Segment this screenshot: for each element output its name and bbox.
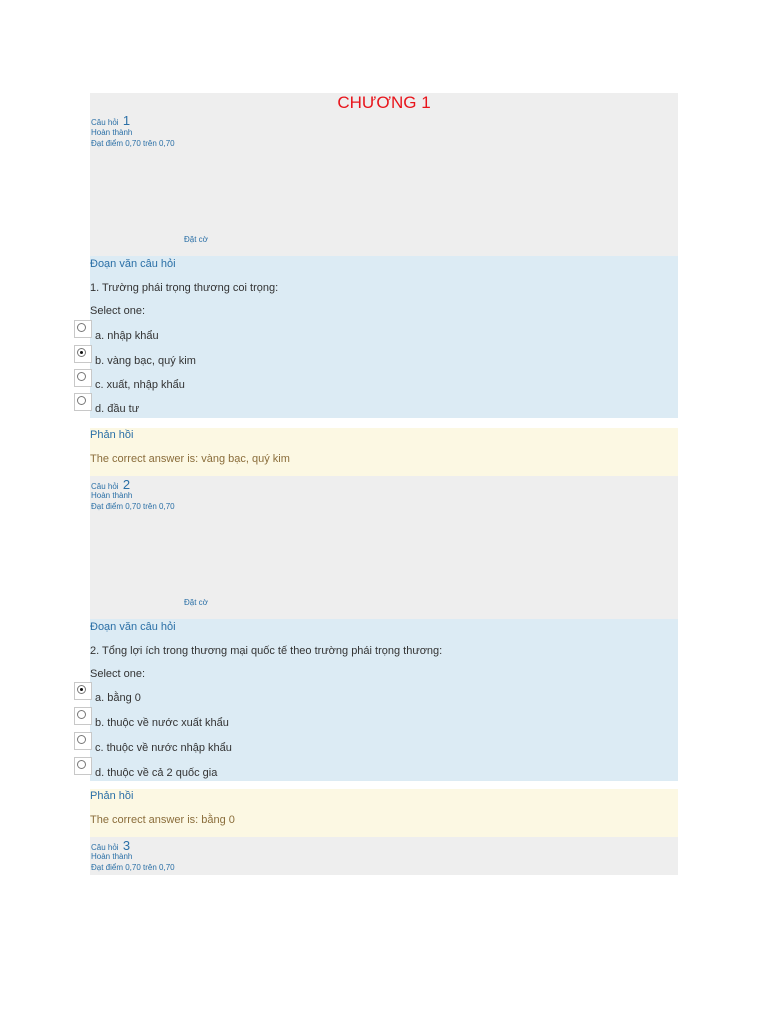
question-state: Hoàn thành (91, 852, 133, 861)
question-info-1 (90, 93, 678, 256)
radio-button[interactable] (74, 320, 92, 338)
question-grade: Đạt điểm 0,70 trên 0,70 (91, 502, 175, 511)
question-number-1 (91, 113, 130, 128)
radio-button[interactable] (74, 757, 92, 775)
question-number-3 (91, 838, 130, 853)
page-title: CHƯƠNG 1 (337, 93, 431, 112)
question-state: Hoàn thành (91, 128, 133, 137)
feedback-label: Phản hồi (90, 790, 134, 802)
question-prefix: Câu hỏi (91, 843, 119, 852)
question-state: Hoàn thành (91, 491, 133, 500)
feedback-text: The correct answer is: vàng bạc, quý kim (90, 453, 290, 465)
answer-option[interactable] (95, 692, 141, 704)
feedback-1 (90, 428, 678, 476)
question-content-1 (90, 256, 678, 418)
question-text: 1. Trường phái trọng thương coi trọng: (90, 282, 279, 294)
question-number: 1 (122, 113, 131, 128)
answer-option[interactable] (95, 767, 217, 779)
content-label: Đoạn văn câu hỏi (90, 258, 176, 270)
question-content-2 (90, 619, 678, 781)
feedback-label: Phản hồi (90, 429, 134, 441)
option-label: c. thuộc về nước nhập khẩu (95, 742, 232, 754)
radio-button[interactable] (74, 707, 92, 725)
question-number-2 (91, 477, 130, 492)
quiz-review (90, 93, 678, 875)
option-label: b. vàng bạc, quý kim (95, 355, 196, 367)
radio-button-selected[interactable] (74, 345, 92, 363)
option-label: c. xuất, nhập khẩu (95, 379, 185, 391)
question-number: 2 (122, 477, 131, 492)
option-label: d. thuộc về cả 2 quốc gia (95, 767, 218, 779)
radio-button-selected[interactable] (74, 682, 92, 700)
answer-option[interactable] (95, 330, 159, 342)
flag-link[interactable]: Đặt cờ (184, 598, 208, 607)
option-label: b. thuộc về nước xuất khẩu (95, 717, 229, 729)
answer-option[interactable] (95, 717, 229, 729)
question-prefix: Câu hỏi (91, 482, 119, 491)
option-label: a. nhập khẩu (95, 330, 159, 342)
answer-option[interactable] (95, 403, 139, 415)
question-text: 2. Tổng lợi ích trong thương mại quốc tế theo trường phái trọng thương: (90, 645, 443, 657)
answer-option[interactable] (95, 742, 232, 754)
question-number: 3 (122, 838, 131, 853)
feedback-text: The correct answer is: bằng 0 (90, 814, 235, 826)
question-grade: Đạt điểm 0,70 trên 0,70 (91, 863, 175, 872)
feedback-2 (90, 789, 678, 837)
question-info-3 (90, 837, 678, 875)
content-label: Đoạn văn câu hỏi (90, 621, 176, 633)
question-info-2 (90, 476, 678, 619)
answer-option[interactable] (95, 355, 196, 367)
radio-button[interactable] (74, 369, 92, 387)
flag-link[interactable]: Đặt cờ (184, 235, 208, 244)
option-label: a. bằng 0 (95, 692, 141, 704)
radio-button[interactable] (74, 393, 92, 411)
question-grade: Đạt điểm 0,70 trên 0,70 (91, 139, 175, 148)
radio-button[interactable] (74, 732, 92, 750)
option-label: d. đầu tư (95, 403, 140, 415)
question-prefix: Câu hỏi (91, 118, 119, 127)
answer-option[interactable] (95, 379, 185, 391)
select-one-label: Select one: (90, 668, 146, 680)
select-one-label: Select one: (90, 305, 146, 317)
